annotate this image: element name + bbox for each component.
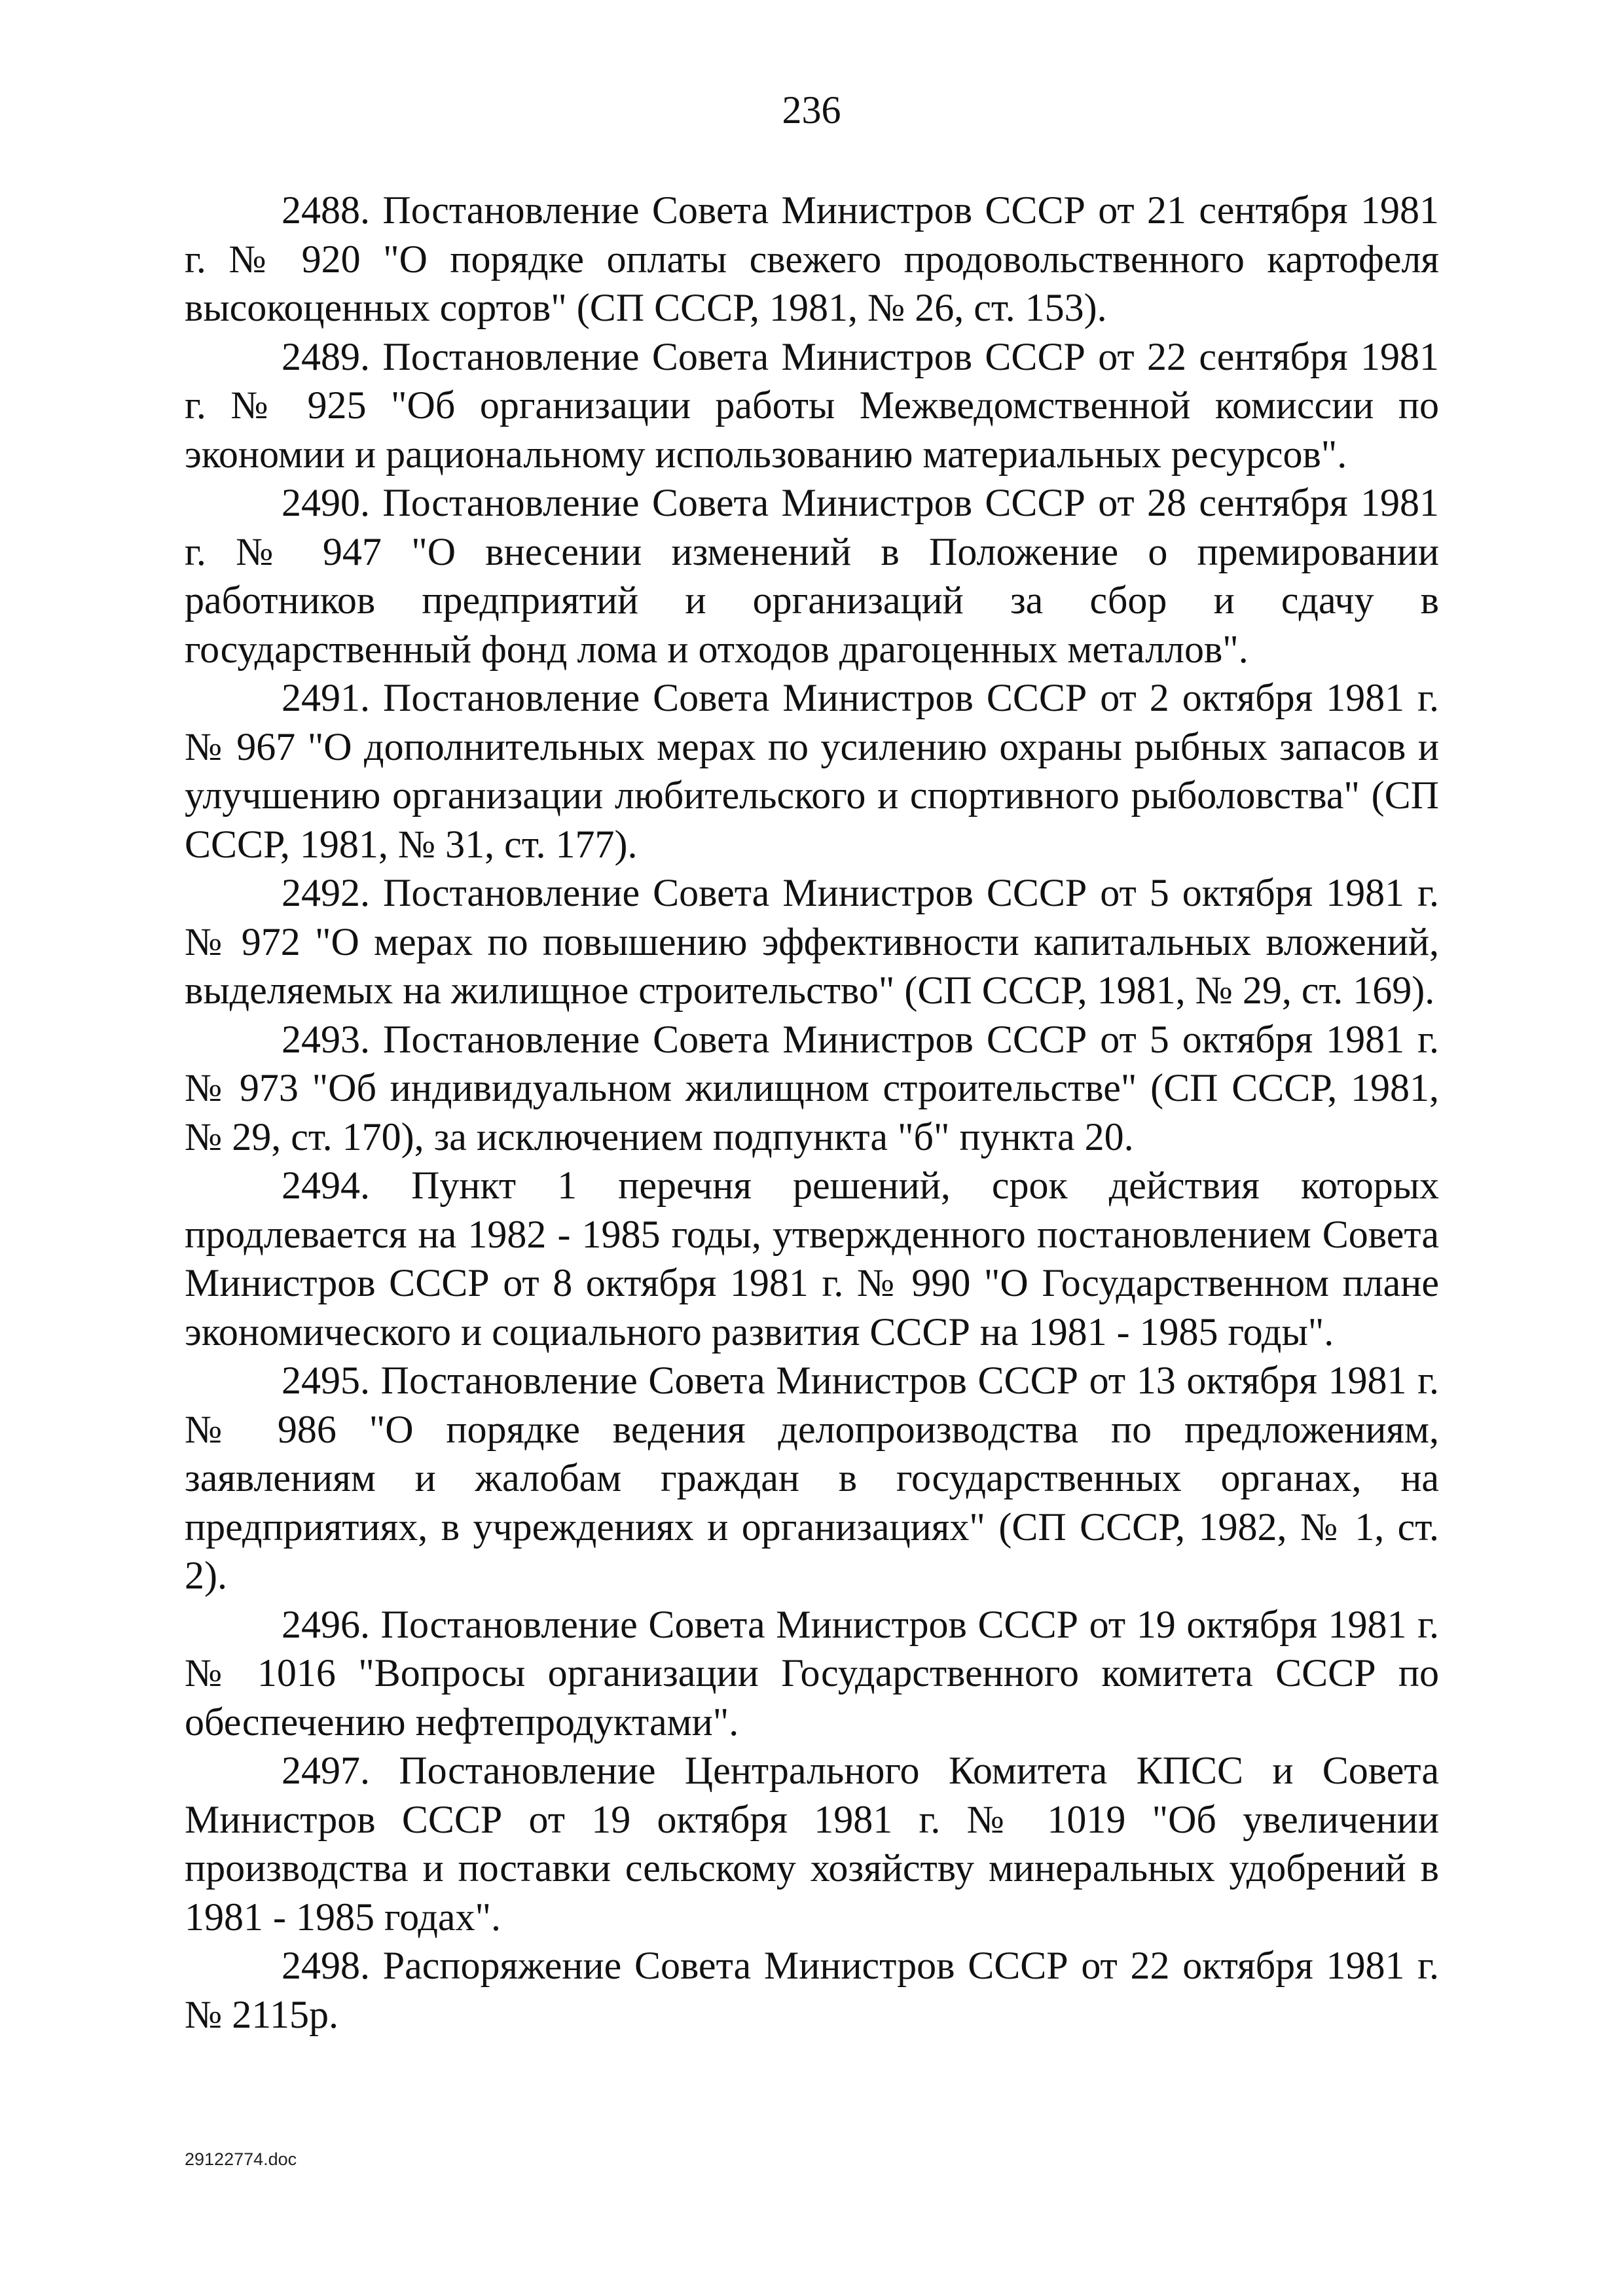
list-item <box>185 478 1439 673</box>
entry-number: 2489. <box>282 334 370 378</box>
entry-number: 2496. <box>282 1602 370 1646</box>
entry-text: Постановление Совета Министров СССР от 19 октября 1981 г. № 1016 "Вопросы организации Государственного комитета СССР по обеспечению нефтепродуктами". <box>185 1602 1440 1744</box>
list-item <box>185 869 1439 1015</box>
entry-number: 2495. <box>282 1359 370 1402</box>
list-item <box>185 673 1439 869</box>
entry-text: Пункт 1 перечня решений, срок действия которых продлевается на 1982 - 1985 годы, утвержденного постановлением Совета Министров СССР от 8 октября 1981 г. № 990 "О Государственном плане экономического и социального развития СССР на 1981 - 1985 годы". <box>185 1164 1439 1354</box>
list-item <box>185 1015 1439 1162</box>
entry-text: Постановление Совета Министров СССР от 21 сентября 1981 г. № 920 "О порядке оплаты свежего продовольственного картофеля высокоценных сортов" (СП СССР, 1981, № 26, ст. 153). <box>185 188 1439 329</box>
entry-text: Постановление Совета Министров СССР от 28 сентября 1981 г. № 947 "О внесении изменений в Положение о премировании работников предприятий и организаций за сбор и сдачу в государственный фонд лома и отходов драгоценных металлов". <box>185 481 1439 671</box>
entry-text: Постановление Совета Министров СССР от 13 октября 1981 г. № 986 "О порядке ведения делопроизводства по предложениям, заявлениям и жалобам граждан в государственных органах, на предприятиях, в учреждениях и организациях" (СП СССР, 1982, № 1, ст. 2). <box>185 1359 1440 1597</box>
entry-text: Постановление Совета Министров СССР от 5 октября 1981 г. № 973 "Об индивидуальном жилищном строительстве" (СП СССР, 1981, № 29, ст. 170), за исключением подпункта "б" пункта 20. <box>185 1017 1440 1158</box>
entry-number: 2491. <box>282 676 370 719</box>
entry-number: 2498. <box>282 1944 370 1987</box>
entry-number: 2493. <box>282 1017 370 1061</box>
footer-filename: 29122774.doc <box>185 2149 297 2169</box>
page-number: 236 <box>782 88 841 132</box>
list-item <box>185 1746 1439 1941</box>
document-body <box>185 186 1439 2039</box>
entry-number: 2494. <box>282 1164 370 1207</box>
entry-text: Постановление Совета Министров СССР от 5 октября 1981 г. № 972 "О мерах по повышению эффективности капитальных вложений, выделяемых на жилищное строительство" (СП СССР, 1981, № 29, ст. 169). <box>185 871 1440 1012</box>
entry-number: 2490. <box>282 481 370 524</box>
entry-text: Постановление Совета Министров СССР от 22 сентября 1981 г. № 925 "Об организации работы Межведомственной комиссии по экономии и рациональному использованию материальных ресурсов". <box>185 334 1439 476</box>
entry-text: Постановление Совета Министров СССР от 2 октября 1981 г. № 967 "О дополнительных мерах по усилению охраны рыбных запасов и улучшению организации любительского и спортивного рыболовства" (СП СССР, 1981, № 31, ст. 177). <box>185 676 1440 866</box>
list-item <box>185 1161 1439 1356</box>
entry-number: 2488. <box>282 188 370 232</box>
entry-text: Распоряжение Совета Министров СССР от 22 октября 1981 г. № 2115р. <box>185 1944 1440 2036</box>
list-item <box>185 1356 1439 1600</box>
list-item <box>185 186 1439 332</box>
entry-number: 2497. <box>282 1749 370 1792</box>
list-item <box>185 1600 1439 1747</box>
entry-text: Постановление Центрального Комитета КПСС и Совета Министров СССР от 19 октября 1981 г. № 1019 "Об увеличении производства и поставки сельскому хозяйству минеральных удобрений в 1981 - 1985 годах". <box>185 1749 1439 1939</box>
list-item <box>185 332 1439 479</box>
list-item <box>185 1941 1439 2039</box>
entry-number: 2492. <box>282 871 370 914</box>
